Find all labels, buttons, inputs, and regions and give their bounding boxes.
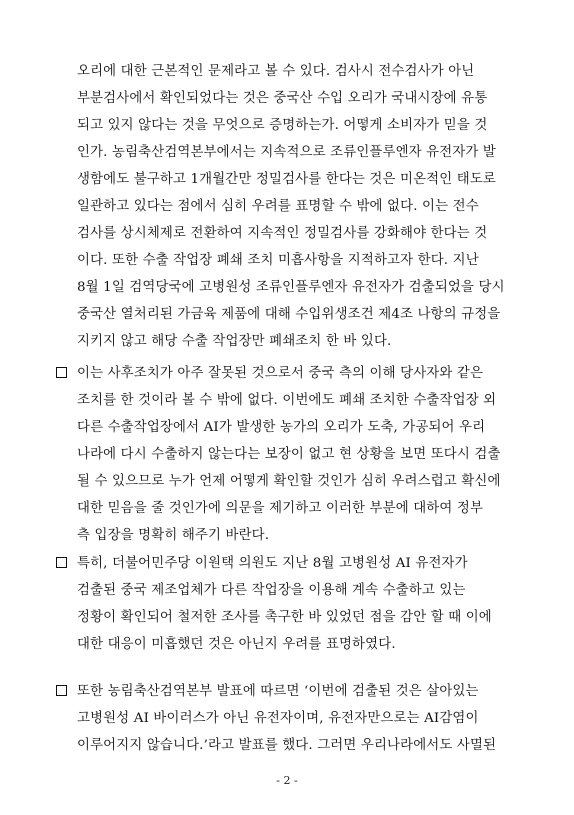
text-line: 이는 사후조치가 아주 잘못된 것으로서 중국 측의 이해 당사자와 같은	[77, 366, 484, 381]
bullet-line	[56, 684, 479, 700]
checkbox-bullet-icon	[56, 557, 67, 568]
text-line: 일관하고 있다는 점에서 심히 우려를 표명할 수 밖에 없다. 이는 전수	[77, 199, 479, 214]
text-line: 생함에도 불구하고 1개월간만 정밀검사를 한다는 것은 미온적인 태도로	[77, 172, 496, 187]
text-line: 중국산 열처리된 가금육 제품에 대해 수입위생조건 제4조 나항의 규정을	[77, 307, 501, 322]
text-line: 이루어지지 않습니다.’라고 발표를 했다. 그러면 우리나라에서도 사멸된	[77, 738, 497, 753]
text-line: 대한 믿음을 줄 것인가에 의문을 제기하고 이러한 부분에 대하여 정부	[77, 501, 484, 516]
text-line: 인가. 농림축산검역본부에서는 지속적으로 조류인플루엔자 유전자가 발	[77, 145, 496, 160]
text-line: 지키지 않고 해당 수출 작업장만 폐쇄조치 한 바 있다.	[77, 334, 392, 349]
text-line: 부분검사에서 확인되었다는 것은 중국산 수입 오리가 국내시장에 유통	[77, 91, 488, 106]
bullet-line	[56, 366, 483, 382]
text-line: 고병원성 AI 바이러스가 아닌 유전자이며, 유전자만으로는 AI감염이	[77, 711, 479, 726]
text-line: 이다. 또한 수출 작업장 폐쇄 조치 미흡사항을 지적하고자 한다. 지난	[77, 253, 479, 268]
text-line: 정황이 확인되어 철저한 조사를 촉구한 바 있었던 점을 감안 할 때 이에	[77, 610, 492, 625]
text-line: 검사를 상시체제로 전환하여 지속적인 정밀검사를 강화해야 한다는 것	[77, 226, 488, 241]
text-line: 특히, 더불어민주당 이원택 의원도 지난 8월 고병원성 AI 유전자가	[77, 556, 468, 571]
text-line: 나라에 다시 수출하지 않는다는 보장이 없고 현 상황을 보면 또다시 검출	[77, 447, 501, 462]
text-line: 될 수 있으므로 누가 언제 어떻게 확인할 것인가 심히 우려스럽고 확신에	[77, 474, 501, 489]
text-line: 검출된 중국 제조업체가 다른 작업장을 이용해 계속 수출하고 있는	[77, 583, 466, 598]
page-number: - 2 -	[276, 774, 298, 787]
text-line: 오리에 대한 근본적인 문제라고 볼 수 있다. 검사시 전수검사가 아닌	[77, 64, 475, 79]
checkbox-bullet-icon	[56, 685, 67, 696]
text-line: 조치를 한 것이라 볼 수 밖에 없다. 이번에도 폐쇄 조치한 수출작업장 외	[77, 393, 497, 408]
checkbox-bullet-icon	[56, 367, 67, 378]
text-line: 측 입장을 명확히 해주기 바란다.	[77, 528, 270, 543]
text-line: 대한 대응이 미흡했던 것은 아닌지 우려를 표명하였다.	[77, 637, 396, 652]
text-line: 8월 1일 검역당국에 고병원성 조류인플루엔자 유전자가 검출되었을 당시	[77, 280, 505, 295]
text-line: 또한 농림축산검역본부 발표에 따르면 ‘이번에 검출된 것은 살아있는	[77, 684, 479, 699]
bullet-line	[56, 556, 468, 572]
text-line: 되고 있지 않다는 것을 무엇으로 증명하는가. 어떻게 소비자가 믿을 것	[77, 118, 488, 133]
text-line: 다른 수출작업장에서 AI가 발생한 농가의 오리가 도축, 가공되어 우리	[77, 420, 486, 435]
